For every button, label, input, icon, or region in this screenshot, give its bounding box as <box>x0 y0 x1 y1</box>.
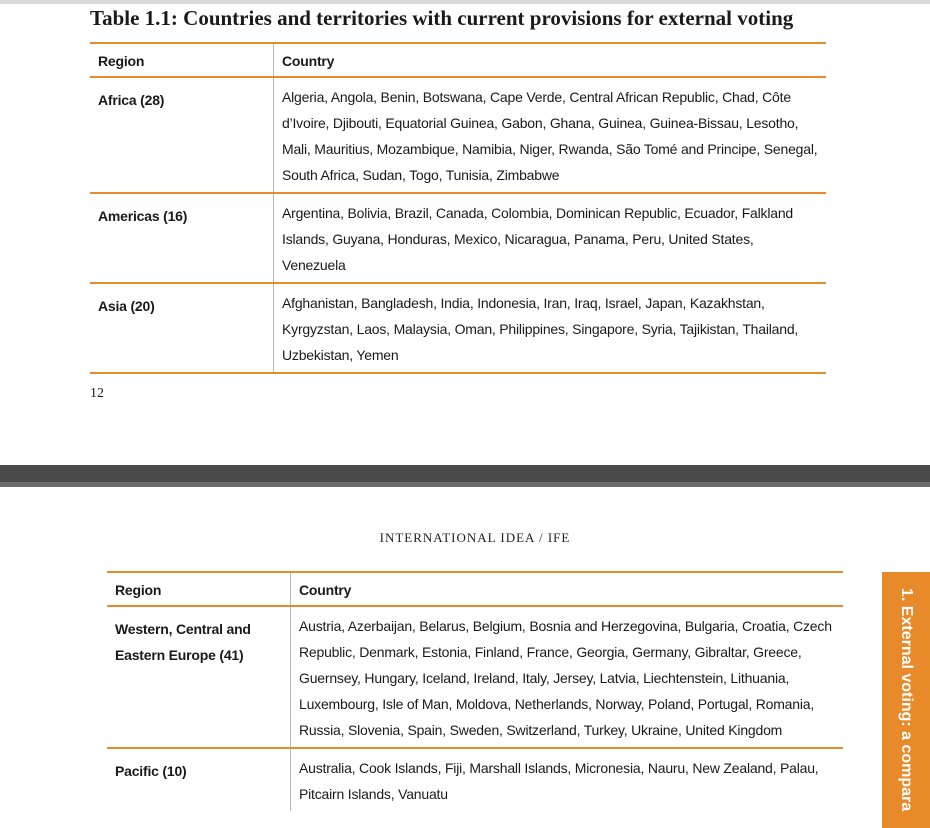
table-row-europe <box>107 606 843 748</box>
table-row-asia <box>90 283 826 373</box>
countries-cell: Argentina, Bolivia, Brazil, Canada, Colombia, Dominican Republic, Ecuador, Falkland Islands, Guyana, Honduras, Mexico, Nicaragua, Panama, Peru, United States, Venezuela <box>274 193 827 283</box>
table-row-americas <box>90 193 826 283</box>
page-separator <box>0 465 930 487</box>
chapter-side-tab <box>882 572 930 828</box>
external-voting-table-part-2 <box>107 571 843 811</box>
table-header-row <box>90 43 826 77</box>
region-cell: Africa (28) <box>98 92 165 108</box>
region-cell: Pacific (10) <box>115 763 187 779</box>
countries-cell: Austria, Azerbaijan, Belarus, Belgium, Bosnia and Herzegovina, Bulgaria, Croatia, Czech Republic, Denmark, Estonia, Finland, France, Georgia, Germany, Gibraltar, Greece, Guernsey, Hungary, Iceland, Ireland, Italy, Jersey, Latvia, Liechtenstein, Lithuania, Luxembourg, Isle of Man, Moldova, Netherlands, Norway, Poland, Portugal, Romania, Russia, Slovenia, Spain, Sweden, Switzerland, Turkey, Ukraine, United Kingdom <box>291 606 844 748</box>
table-row-africa <box>90 77 826 193</box>
region-cell: Western, Central and Eastern Europe (41) <box>115 621 251 663</box>
country-column-header: Country <box>291 572 844 606</box>
external-voting-table-part-1 <box>90 42 826 374</box>
table-row-pacific <box>107 748 843 811</box>
countries-cell: Afghanistan, Bangladesh, India, Indonesia, Iran, Iraq, Israel, Japan, Kazakhstan, Kyrgyzstan, Laos, Malaysia, Oman, Philippines, Singapore, Syria, Tajikistan, Thailand, Uzbekistan, Yemen <box>274 283 827 373</box>
countries-cell: Australia, Cook Islands, Fiji, Marshall Islands, Micronesia, Nauru, New Zealand, Palau, Pitcairn Islands, Vanuatu <box>291 748 844 811</box>
region-column-header: Region <box>115 582 162 598</box>
region-column-header: Region <box>98 53 145 69</box>
running-header: INTERNATIONAL IDEA / IFE <box>379 530 571 545</box>
countries-cell: Algeria, Angola, Benin, Botswana, Cape Verde, Central African Republic, Chad, Côte d’Ivoire, Djibouti, Equatorial Guinea, Gabon, Ghana, Guinea, Guinea-Bissau, Lesotho, Mali, Mauritius, Mozambique, Namibia, Niger, Rwanda, São Tomé and Principe, Senegal, South Africa, Sudan, Togo, Tunisia, Zimbabwe <box>274 77 827 193</box>
table-header-row <box>107 572 843 606</box>
page-top-edge <box>0 0 930 4</box>
country-column-header: Country <box>274 43 827 77</box>
region-cell: Asia (20) <box>98 298 155 314</box>
region-cell: Americas (16) <box>98 208 188 224</box>
chapter-side-tab-label: 1. External voting: a compara <box>898 588 915 812</box>
page-number: 12 <box>90 386 104 401</box>
table-title: Table 1.1: Countries and territories with current provisions for external voting <box>90 6 794 30</box>
